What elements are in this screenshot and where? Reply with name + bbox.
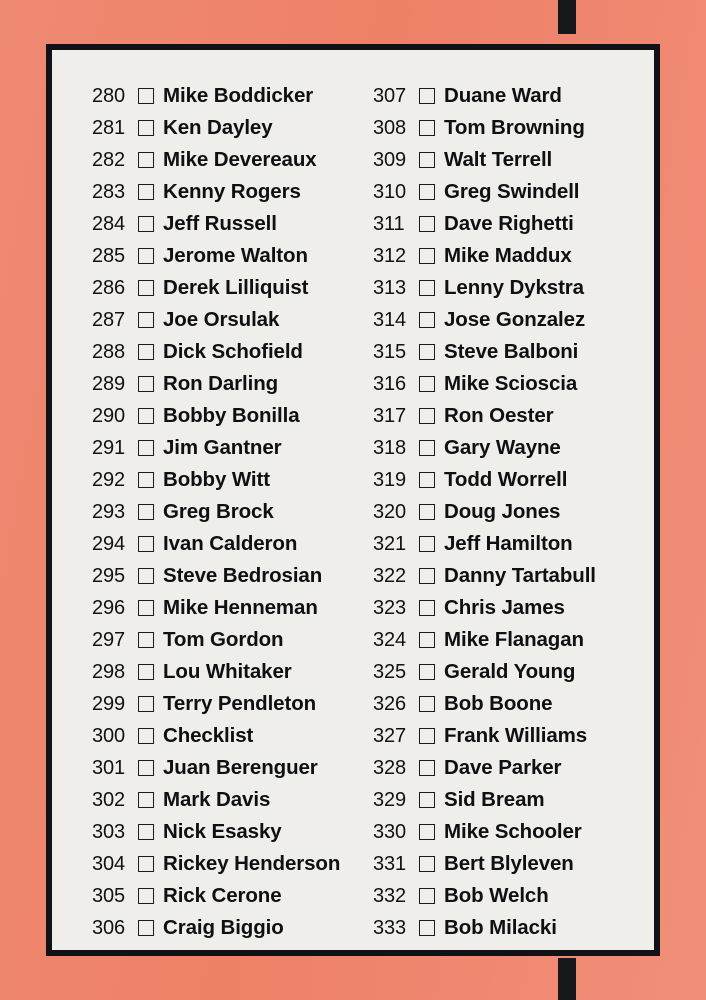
checklist-row[interactable] — [373, 688, 636, 720]
checkbox-icon[interactable] — [138, 760, 154, 776]
checklist-row[interactable] — [373, 848, 636, 880]
checklist-player-name: Chris James — [444, 596, 565, 619]
checklist-row[interactable] — [373, 624, 636, 656]
checklist-row[interactable] — [373, 368, 636, 400]
checklist-player-name: Greg Swindell — [444, 180, 580, 203]
checkbox-icon[interactable] — [138, 568, 154, 584]
checkbox-icon[interactable] — [138, 376, 154, 392]
checklist-row[interactable] — [373, 272, 636, 304]
checkbox-icon[interactable] — [419, 472, 435, 488]
checklist-row[interactable] — [92, 720, 353, 752]
checklist-row[interactable] — [373, 880, 636, 912]
checklist-number: 319 — [373, 468, 407, 491]
checklist-number: 318 — [373, 436, 407, 459]
card-spine-bottom — [558, 958, 576, 1000]
checklist-row[interactable] — [373, 528, 636, 560]
checklist-player-name: Ken Dayley — [163, 116, 273, 139]
checklist-number: 332 — [373, 884, 407, 907]
checklist-player-name: Ron Darling — [163, 372, 279, 395]
checklist-number: 326 — [373, 692, 407, 715]
checkbox-icon[interactable] — [419, 600, 435, 616]
checklist-player-name: Jim Gantner — [163, 436, 282, 459]
checklist-row[interactable] — [92, 848, 353, 880]
checklist-row[interactable] — [92, 624, 353, 656]
checklist-number: 330 — [373, 820, 407, 843]
checklist-number: 301 — [92, 756, 126, 779]
checklist-number: 314 — [373, 308, 407, 331]
checklist-row[interactable] — [92, 528, 353, 560]
checklist-player-name: Dick Schofield — [163, 340, 303, 363]
checkbox-icon[interactable] — [419, 248, 435, 264]
checklist-player-name: Rickey Henderson — [163, 852, 341, 875]
checklist-number: 315 — [373, 340, 407, 363]
checklist-number: 285 — [92, 244, 126, 267]
checklist-number: 321 — [373, 532, 407, 555]
checkbox-icon[interactable] — [419, 88, 435, 104]
checkbox-icon[interactable] — [138, 632, 154, 648]
checklist-number: 313 — [373, 276, 407, 299]
checkbox-icon[interactable] — [138, 824, 154, 840]
checklist-player-name: Gerald Young — [444, 660, 576, 683]
checklist-player-name: Nick Esasky — [163, 820, 282, 843]
card-border — [46, 44, 660, 956]
checklist-player-name: Derek Lilliquist — [163, 276, 309, 299]
checklist-row[interactable] — [373, 816, 636, 848]
checklist-row[interactable] — [92, 368, 353, 400]
checkbox-icon[interactable] — [419, 280, 435, 296]
checklist-player-name: Rick Cerone — [163, 884, 282, 907]
checkbox-icon[interactable] — [138, 472, 154, 488]
checklist-player-name: Checklist — [163, 724, 254, 747]
checklist-player-name: Mike Schooler — [444, 820, 582, 843]
checklist-player-name: Doug Jones — [444, 500, 561, 523]
checklist-number: 320 — [373, 500, 407, 523]
checklist-row[interactable] — [373, 496, 636, 528]
checklist-row[interactable] — [92, 272, 353, 304]
checkbox-icon[interactable] — [138, 664, 154, 680]
checklist-row[interactable] — [373, 112, 636, 144]
checklist-player-name: Lenny Dykstra — [444, 276, 584, 299]
checkbox-icon[interactable] — [419, 376, 435, 392]
checkbox-icon[interactable] — [138, 440, 154, 456]
checklist-number: 298 — [92, 660, 126, 683]
checklist-row[interactable] — [92, 880, 353, 912]
checklist-row[interactable] — [373, 560, 636, 592]
checkbox-icon[interactable] — [419, 888, 435, 904]
checkbox-icon[interactable] — [419, 728, 435, 744]
checkbox-icon[interactable] — [419, 568, 435, 584]
checklist-number: 294 — [92, 532, 126, 555]
checklist-player-name: Joe Orsulak — [163, 308, 280, 331]
checklist-number: 331 — [373, 852, 407, 875]
checkbox-icon[interactable] — [419, 344, 435, 360]
checklist-number: 325 — [373, 660, 407, 683]
checklist-player-name: Todd Worrell — [444, 468, 568, 491]
checklist-row[interactable] — [92, 208, 353, 240]
checklist-row[interactable] — [373, 464, 636, 496]
checkbox-icon[interactable] — [138, 344, 154, 360]
checklist-number: 292 — [92, 468, 126, 491]
checklist-player-name: Danny Tartabull — [444, 564, 596, 587]
checkbox-icon[interactable] — [138, 248, 154, 264]
checklist-row[interactable] — [92, 400, 353, 432]
checkbox-icon[interactable] — [138, 856, 154, 872]
checklist-row[interactable] — [92, 336, 353, 368]
checklist-row[interactable] — [92, 816, 353, 848]
checklist-number: 317 — [373, 404, 407, 427]
checkbox-icon[interactable] — [419, 408, 435, 424]
checklist-number: 299 — [92, 692, 126, 715]
checklist-column-left — [70, 80, 353, 944]
checkbox-icon[interactable] — [138, 504, 154, 520]
checklist-number: 302 — [92, 788, 126, 811]
card-face — [52, 50, 654, 950]
checklist-player-name: Mike Boddicker — [163, 84, 314, 107]
checkbox-icon[interactable] — [138, 312, 154, 328]
checklist-number: 284 — [92, 212, 126, 235]
checklist-player-name: Tom Gordon — [163, 628, 284, 651]
checklist-number: 297 — [92, 628, 126, 651]
checklist-player-name: Mike Devereaux — [163, 148, 317, 171]
checkbox-icon[interactable] — [138, 120, 154, 136]
checklist-player-name: Steve Balboni — [444, 340, 579, 363]
checklist-row[interactable] — [92, 656, 353, 688]
checklist-number: 293 — [92, 500, 126, 523]
checklist-player-name: Bob Milacki — [444, 916, 557, 939]
checklist-player-name: Greg Brock — [163, 500, 274, 523]
checkbox-icon[interactable] — [419, 120, 435, 136]
checklist-number: 287 — [92, 308, 126, 331]
checkbox-icon[interactable] — [138, 792, 154, 808]
checklist-player-name: Mark Davis — [163, 788, 271, 811]
checkbox-icon[interactable] — [419, 504, 435, 520]
checklist-player-name: Tom Browning — [444, 116, 585, 139]
checklist-number: 290 — [92, 404, 126, 427]
checklist-row[interactable] — [92, 784, 353, 816]
checklist-row[interactable] — [92, 592, 353, 624]
checklist-row[interactable] — [92, 560, 353, 592]
checklist-row[interactable] — [92, 240, 353, 272]
checklist-number: 300 — [92, 724, 126, 747]
checklist-row[interactable] — [373, 304, 636, 336]
checklist-number: 296 — [92, 596, 126, 619]
checklist-player-name: Duane Ward — [444, 84, 562, 107]
checklist-row[interactable] — [373, 720, 636, 752]
checklist-player-name: Sid Bream — [444, 788, 545, 811]
checkbox-icon[interactable] — [138, 728, 154, 744]
checklist-row[interactable] — [92, 496, 353, 528]
checklist-number: 329 — [373, 788, 407, 811]
checklist-number: 327 — [373, 724, 407, 747]
checklist-number: 306 — [92, 916, 126, 939]
checklist-row[interactable] — [92, 80, 353, 112]
checkbox-icon[interactable] — [419, 696, 435, 712]
checklist-row[interactable] — [373, 752, 636, 784]
checklist-number: 311 — [373, 212, 405, 235]
checklist-player-name: Kenny Rogers — [163, 180, 301, 203]
checkbox-icon[interactable] — [419, 792, 435, 808]
checklist-number: 322 — [373, 564, 407, 587]
checkbox-icon[interactable] — [138, 536, 154, 552]
checklist-player-name: Jeff Russell — [163, 212, 277, 235]
checklist-number: 309 — [373, 148, 407, 171]
checkbox-icon[interactable] — [419, 824, 435, 840]
checkbox-icon[interactable] — [138, 280, 154, 296]
checkbox-icon[interactable] — [419, 536, 435, 552]
checklist-number: 282 — [92, 148, 126, 171]
checklist-player-name: Walt Terrell — [444, 148, 553, 171]
checklist-player-name: Lou Whitaker — [163, 660, 292, 683]
checklist-number: 305 — [92, 884, 126, 907]
checklist-number: 308 — [373, 116, 407, 139]
checklist-player-name: Mike Henneman — [163, 596, 318, 619]
checklist-number: 288 — [92, 340, 126, 363]
checkbox-icon[interactable] — [419, 760, 435, 776]
checkbox-icon[interactable] — [419, 664, 435, 680]
checkbox-icon[interactable] — [138, 696, 154, 712]
checklist-row[interactable] — [373, 176, 636, 208]
checklist-row[interactable] — [92, 464, 353, 496]
checkbox-icon[interactable] — [419, 152, 435, 168]
checkbox-icon[interactable] — [138, 408, 154, 424]
checklist-number: 295 — [92, 564, 126, 587]
checklist-number: 286 — [92, 276, 126, 299]
checklist-player-name: Ron Oester — [444, 404, 554, 427]
checklist-player-name: Bert Blyleven — [444, 852, 574, 875]
checklist-row[interactable] — [373, 912, 636, 944]
checklist-number: 316 — [373, 372, 407, 395]
checklist-number: 289 — [92, 372, 126, 395]
checklist-row[interactable] — [92, 688, 353, 720]
checklist-player-name: Dave Parker — [444, 756, 562, 779]
checklist-player-name: Frank Williams — [444, 724, 588, 747]
checklist-row[interactable] — [92, 432, 353, 464]
checklist-player-name: Jerome Walton — [163, 244, 308, 267]
card-spine-top — [558, 0, 576, 34]
checklist-number: 310 — [373, 180, 407, 203]
checklist-number: 307 — [373, 84, 407, 107]
checklist-player-name: Mike Scioscia — [444, 372, 578, 395]
checklist-row[interactable] — [373, 592, 636, 624]
checklist-number: 333 — [373, 916, 407, 939]
checklist-number: 280 — [92, 84, 126, 107]
checklist-row[interactable] — [92, 752, 353, 784]
checkbox-icon[interactable] — [138, 600, 154, 616]
checkbox-icon[interactable] — [419, 856, 435, 872]
checkbox-icon[interactable] — [138, 216, 154, 232]
checklist-player-name: Bobby Witt — [163, 468, 270, 491]
checklist-row[interactable] — [373, 400, 636, 432]
checklist-row[interactable] — [373, 656, 636, 688]
checklist-row[interactable] — [92, 304, 353, 336]
checklist-row[interactable] — [373, 240, 636, 272]
checklist-column-right — [353, 80, 636, 944]
checklist-number: 304 — [92, 852, 126, 875]
checklist-row[interactable] — [92, 144, 353, 176]
checkbox-icon[interactable] — [138, 888, 154, 904]
checklist-row[interactable] — [92, 176, 353, 208]
checklist-row[interactable] — [92, 112, 353, 144]
checkbox-icon[interactable] — [138, 152, 154, 168]
checklist-player-name: Ivan Calderon — [163, 532, 298, 555]
checklist-player-name: Steve Bedrosian — [163, 564, 323, 587]
checklist-number: 303 — [92, 820, 126, 843]
checkbox-icon[interactable] — [419, 632, 435, 648]
checklist-player-name: Bob Boone — [444, 692, 553, 715]
checklist-row[interactable] — [92, 912, 353, 944]
checklist-player-name: Juan Berenguer — [163, 756, 318, 779]
checklist-player-name: Mike Flanagan — [444, 628, 584, 651]
checklist-player-name: Jose Gonzalez — [444, 308, 586, 331]
checkbox-icon[interactable] — [419, 440, 435, 456]
checkbox-icon[interactable] — [419, 920, 435, 936]
checklist-row[interactable] — [373, 784, 636, 816]
checklist-number: 312 — [373, 244, 407, 267]
checkbox-icon[interactable] — [138, 920, 154, 936]
checklist-player-name: Gary Wayne — [444, 436, 561, 459]
checklist-row[interactable] — [373, 80, 636, 112]
checkbox-icon[interactable] — [138, 184, 154, 200]
checklist-player-name: Dave Righetti — [444, 212, 574, 235]
checklist-player-name: Bob Welch — [444, 884, 549, 907]
checklist-row[interactable] — [373, 432, 636, 464]
checklist-row[interactable] — [373, 144, 636, 176]
checklist-number: 323 — [373, 596, 407, 619]
checklist-player-name: Jeff Hamilton — [444, 532, 573, 555]
checklist-player-name: Terry Pendleton — [163, 692, 317, 715]
checklist-number: 283 — [92, 180, 126, 203]
checkbox-icon[interactable] — [138, 88, 154, 104]
checkbox-icon[interactable] — [419, 216, 435, 232]
checklist-player-name: Craig Biggio — [163, 916, 284, 939]
checklist-number: 328 — [373, 756, 407, 779]
checklist-number: 324 — [373, 628, 407, 651]
checklist-player-name: Bobby Bonilla — [163, 404, 300, 427]
checklist-player-name: Mike Maddux — [444, 244, 572, 267]
checklist-row[interactable] — [373, 336, 636, 368]
checkbox-icon[interactable] — [419, 184, 435, 200]
checklist-number: 291 — [92, 436, 126, 459]
checklist-row[interactable] — [373, 208, 636, 240]
checklist-number: 281 — [92, 116, 126, 139]
checkbox-icon[interactable] — [419, 312, 435, 328]
